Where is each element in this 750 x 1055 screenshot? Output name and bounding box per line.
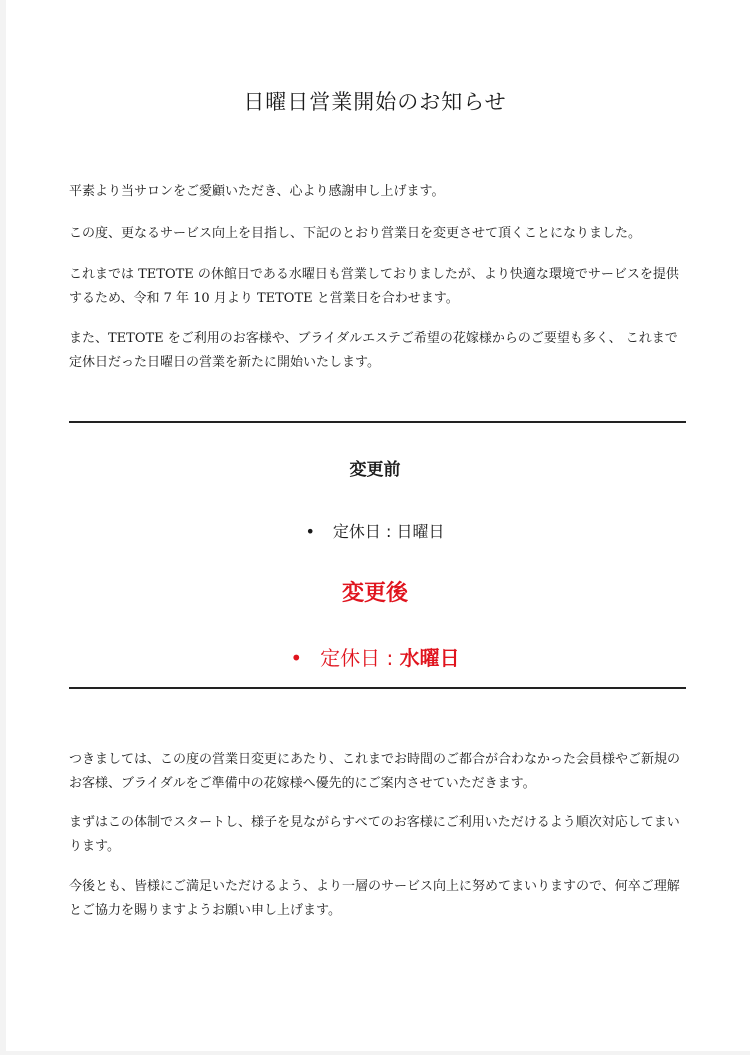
intro-paragraph-2: この度、更なるサービス向上を目指し、下記のとおり営業日を変更させて頂くことになりました。 — [69, 226, 642, 241]
after-item-value: 水曜日 — [399, 646, 460, 670]
closing-paragraph-2: まずはこの体制でスタートし、様子を見ながらすべてのお客様にご利用いただけるよう順次対応してまいります。 — [69, 815, 680, 854]
page-bottom-edge — [0, 1051, 750, 1055]
after-item — [0, 642, 750, 671]
divider-top — [69, 421, 686, 423]
after-item-label: 定休日 : — [320, 646, 400, 670]
closing-paragraph-3: 今後とも、皆様にご満足いただけるよう、より一層のサービス向上に努めてまいりますので、何卒ご理解とご協力を賜りますようお願い申し上げます。 — [69, 879, 680, 918]
after-heading: 変更後 — [341, 581, 408, 606]
intro-paragraph-3: これまでは TETOTE の休館日である水曜日も営業しておりましたが、より快適な環境でサービスを提供するため、令和 7 年 10 月より TETOTE と営業日を合わせます。 — [69, 267, 679, 306]
bullet-icon: • — [305, 522, 315, 541]
before-item — [0, 519, 750, 542]
intro-paragraph-4: また、TETOTE をご利用のお客様や、ブライダルエステご希望の花嫁様からのご要望も多く、 これまで定休日だった日曜日の営業を新たに開始いたします。 — [69, 331, 678, 370]
before-heading: 変更前 — [349, 460, 401, 480]
bullet-icon: • — [290, 646, 303, 670]
closing-paragraph-1: つきましては、この度の営業日変更にあたり、これまでお時間のご都合が合わなかった会員様やご新規のお客様、ブライダルをご準備中の花嫁様へ優先的にご案内させていただきます。 — [69, 752, 681, 791]
intro-paragraph-1: 平素より当サロンをご愛顧いただき、心より感謝申し上げます。 — [69, 184, 445, 199]
divider-bottom — [69, 687, 686, 689]
before-item-text: 定休日 : 日曜日 — [332, 522, 445, 541]
page-title: 日曜日営業開始のお知らせ — [243, 90, 507, 114]
